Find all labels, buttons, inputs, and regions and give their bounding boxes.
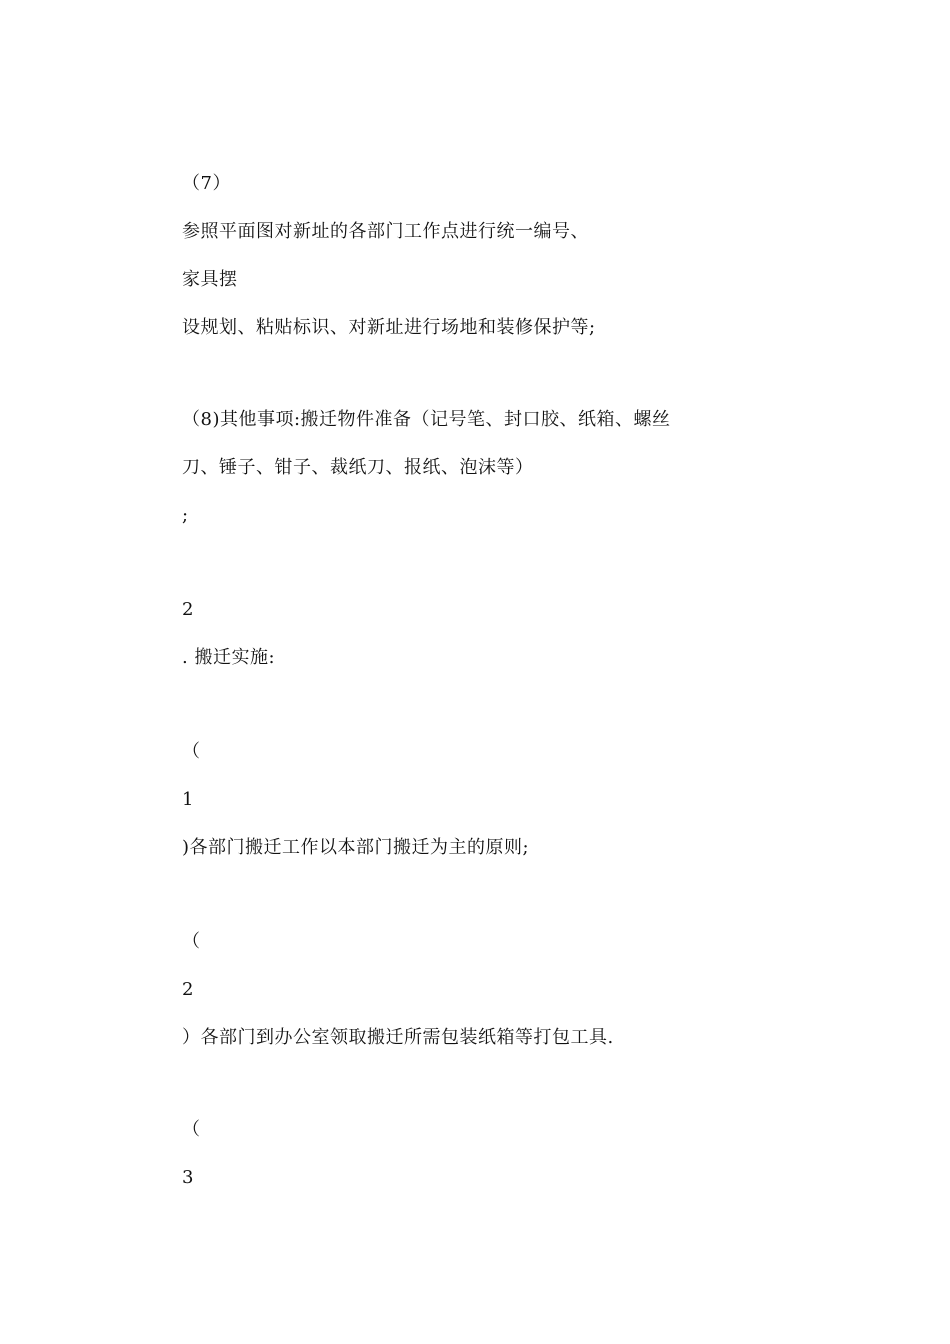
item-7-text-line-2: 家具摆 [182,269,238,290]
section-2-heading: . 搬迁实施: [182,647,276,668]
subitem-2-text: ）各部门到办公室领取搬迁所需包装纸箱等打包工具. [182,1027,614,1048]
item-8-text-line-2: 刀、锤子、钳子、裁纸刀、报纸、泡沫等） [182,457,534,478]
subitem-1-open-paren: （ [182,741,201,762]
subitem-2-open-paren: （ [182,931,201,952]
item-8-text-line-1: （8)其他事项:搬迁物件准备（记号笔、封口胶、纸箱、螺丝 [182,409,671,430]
section-2-number: 2 [182,599,194,620]
subitem-1-number: 1 [182,789,194,810]
item-7-text-line-1: 参照平面图对新址的各部门工作点进行统一编号、 [182,221,589,242]
item-7-text-line-3: 设规划、粘贴标识、对新址进行场地和装修保护等; [182,317,596,338]
subitem-3-number: 3 [182,1167,194,1188]
item-7-number: （7） [182,173,231,194]
subitem-1-text: )各部门搬迁工作以本部门搬迁为主的原则; [182,837,530,858]
subitem-3-open-paren: （ [182,1119,201,1140]
subitem-2-number: 2 [182,979,194,1000]
item-8-terminator: ; [182,505,189,526]
